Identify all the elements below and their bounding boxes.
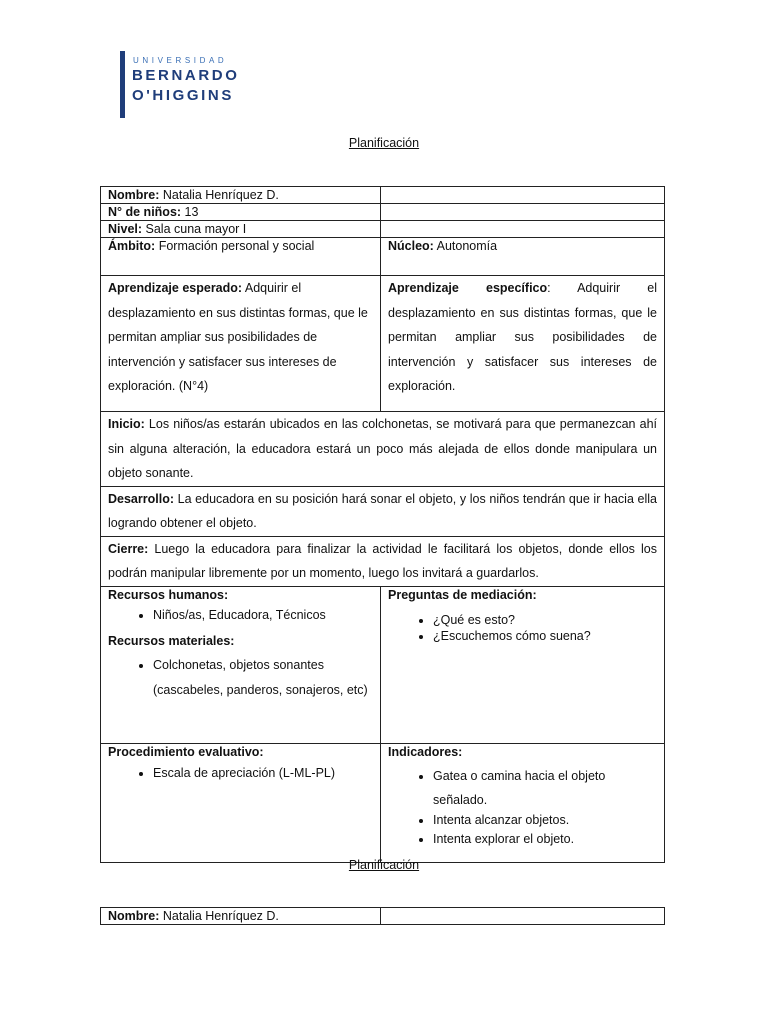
recursos-materiales-list <box>108 653 373 702</box>
cell-indicadores <box>381 743 665 862</box>
planning-table <box>100 186 665 863</box>
cell-aprendizaje-esperado: Aprendizaje esperado: Adquirir el desplazamiento en sus distintas formas, que le permitan ampliar sus posibilidades de intervención y satisfacer sus intereses de exploración. (N°4) <box>101 276 381 412</box>
recursos-humanos-label: Recursos humanos: <box>108 587 229 602</box>
procedimiento-label: Procedimiento evaluativo: <box>108 744 264 759</box>
cell-ninos: N° de niños: 13 <box>101 204 381 221</box>
cell-nivel: Nivel: Sala cuna mayor I <box>101 221 381 238</box>
recursos-humanos-list <box>108 603 373 628</box>
list-item: • Colchonetas, objetos sonantes (cascabeles, panderos, sonajeros, etc) <box>153 653 373 702</box>
row-nivel <box>101 221 665 238</box>
row-evaluacion <box>101 743 665 862</box>
logo-line-2: BERNARDO <box>132 67 240 84</box>
indicadores-label: Indicadores: <box>388 744 463 759</box>
cell-aprendizaje-especifico: Aprendizaje específico: Adquirir el desplazamiento en sus distintas formas, que le permitan ampliar sus posibilidades de intervención y satisfacer sus intereses de exploración. <box>381 276 665 412</box>
list-item: • ¿Qué es esto? <box>433 612 657 628</box>
planning-table-2 <box>100 907 665 925</box>
cell-recursos <box>101 586 381 743</box>
list-item: • Escala de apreciación (L-ML-PL) <box>153 761 373 786</box>
cell-nombre: Nombre: Natalia Henríquez D. <box>101 187 381 204</box>
row-ambito <box>101 238 665 276</box>
logo-line-1: UNIVERSIDAD <box>133 56 228 65</box>
row-cierre <box>101 536 665 586</box>
cell-empty <box>381 908 665 925</box>
row-desarrollo <box>101 486 665 536</box>
row-nombre <box>101 187 665 204</box>
cell-nombre: Nombre: Natalia Henríquez D. <box>101 908 381 925</box>
page-title: Planificación <box>348 136 420 150</box>
list-item: • ¿Escuchemos cómo suena? <box>433 628 657 644</box>
list-item: • Intenta explorar el objeto. <box>433 831 657 847</box>
row-inicio <box>101 412 665 487</box>
row-nombre <box>101 908 665 925</box>
row-ninos <box>101 204 665 221</box>
page-title-2: Planificación <box>348 858 420 872</box>
list-item: • Niños/as, Educadora, Técnicos <box>153 603 373 628</box>
cell-procedimiento <box>101 743 381 862</box>
cell-inicio: Inicio: Los niños/as estarán ubicados en las colchonetas, se motivará para que permanezcan ahí sin alguna alteración, la educadora estará un poco más alejada de ellos donde manipulara un objeto sonante. <box>101 412 665 487</box>
procedimiento-list <box>108 761 373 786</box>
cell-preguntas <box>381 586 665 743</box>
preguntas-label: Preguntas de mediación: <box>388 587 537 602</box>
cell-empty <box>381 204 665 221</box>
list-item: • Gatea o camina hacia el objeto señalado. <box>433 764 657 812</box>
list-item: • Intenta alcanzar objetos. <box>433 812 657 828</box>
recursos-materiales-label: Recursos materiales: <box>108 634 235 648</box>
cell-desarrollo: Desarrollo: La educadora en su posición hará sonar el objeto, y los niños tendrán que ir hacia ella logrando obtener el objeto. <box>101 486 665 536</box>
cell-empty <box>381 221 665 238</box>
row-aprendizaje <box>101 276 665 412</box>
cell-cierre: Cierre: Luego la educadora para finalizar la actividad le facilitará los objetos, donde ellos los podrán manipular libremente por un momento, luego los invitará a guardarlos. <box>101 536 665 586</box>
indicadores-list <box>388 764 657 847</box>
cell-ambito: Ámbito: Formación personal y social <box>101 238 381 276</box>
cell-empty <box>381 187 665 204</box>
row-recursos <box>101 586 665 743</box>
preguntas-list <box>388 612 657 644</box>
logo-bar <box>120 51 125 118</box>
cell-nucleo: Núcleo: Autonomía <box>381 238 665 276</box>
logo-line-3: O'HIGGINS <box>132 87 234 104</box>
